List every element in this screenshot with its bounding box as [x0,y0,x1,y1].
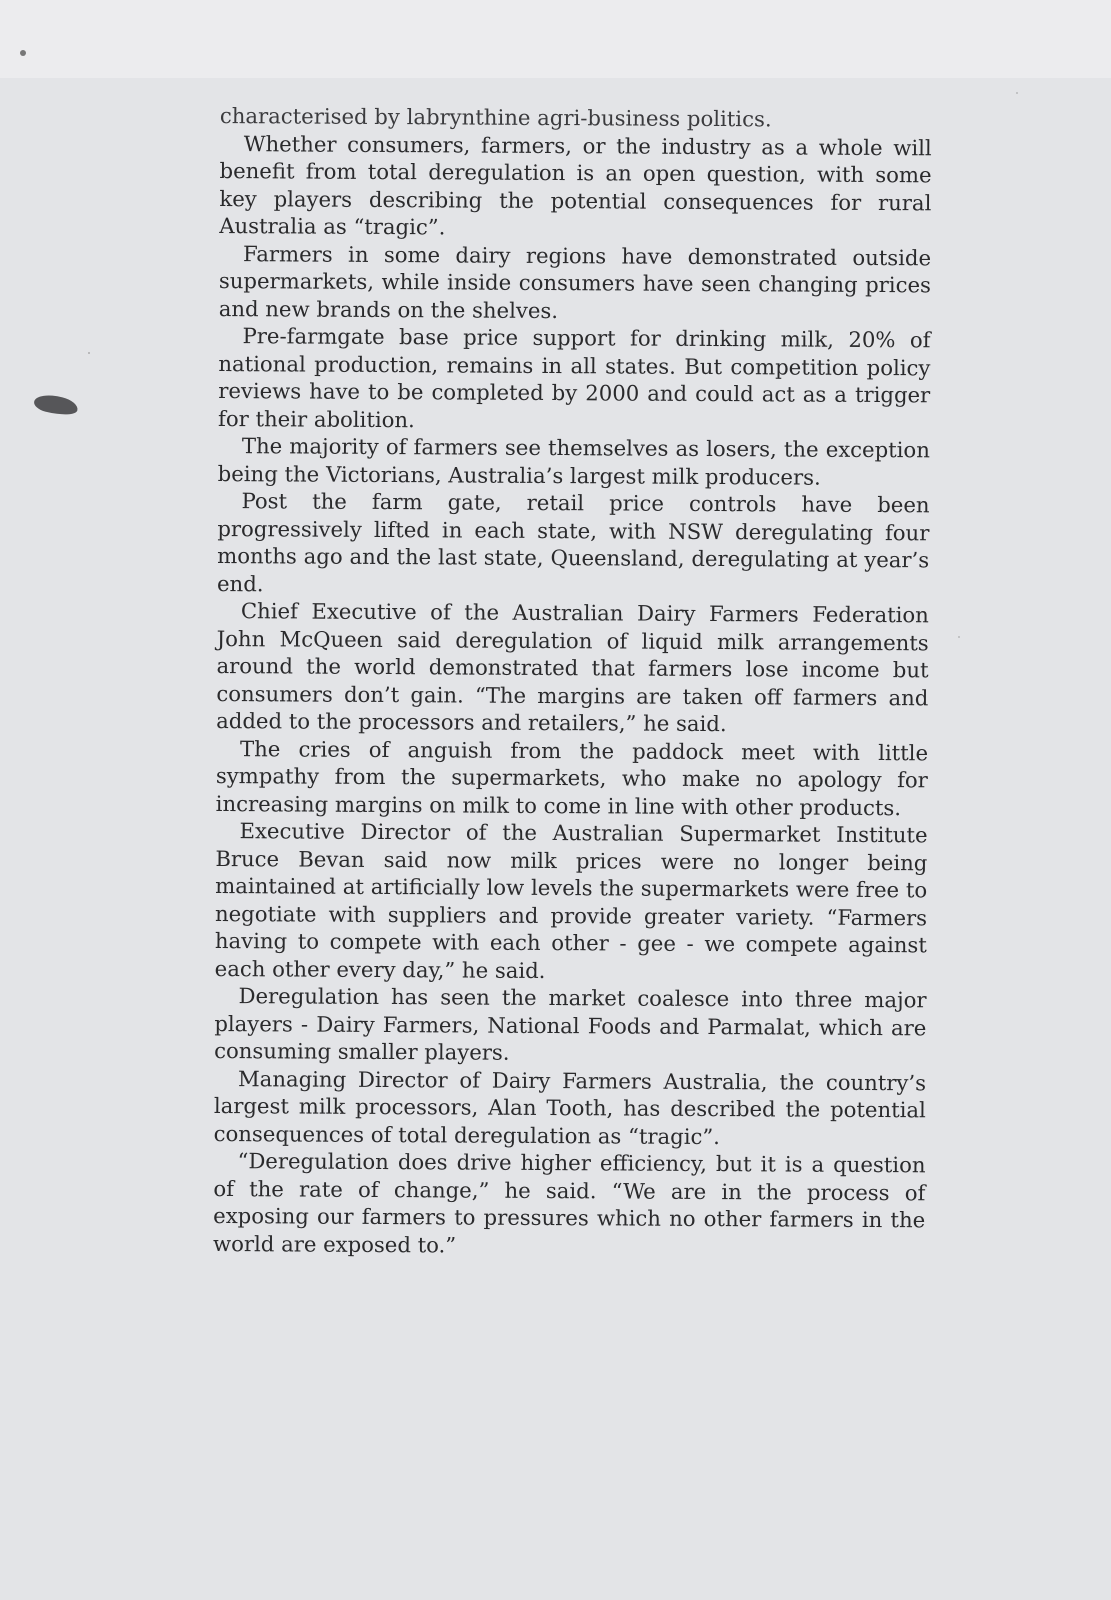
article-paragraph: The majority of farmers see themselves as losers, the exception being the Victorians, Australia’s largest milk producers. [217,433,930,490]
dust-speck [20,50,26,56]
article-body [213,102,932,1261]
article-paragraph: Executive Director of the Australian Supermarket Institute Bruce Bevan said now milk prices were no longer being maintained at artificially low levels the supermarkets were free to negotiate with suppliers and provide greater variety. “Farmers having to compete with each other - gee - we compete against each other every day,” he said. [214,818,928,983]
article-paragraph: Post the farm gate, retail price controls have been progressively lifted in each state, with NSW deregulating four months ago and the last state, Queensland, deregulating at year’s end. [216,488,930,596]
article-paragraph: Pre-farmgate base price support for drinking milk, 20% of national production, remains in all states. But competition policy reviews have to be completed by 2000 and could act as a trigger for their abolition. [217,323,931,432]
dust-speck [1016,92,1018,94]
article-paragraph: Chief Executive of the Australian Dairy Farmers Federation John McQueen said deregulation of liquid milk arrangements around the world demonstrated that farmers lose income but consumers don’t gain. “The margins are taken off farmers and added to the processors and retailers,” he said. [216,598,929,737]
article-paragraph: “Deregulation does drive higher efficiency, but it is a question of the rate of change,” he said. “We are in the process of exposing our farmers to pressures which no other farmers in the world are exposed to.” [212,1148,926,1257]
article-paragraph: Deregulation has seen the market coalesce into three major players - Dairy Farmers, National Foods and Parmalat, which are consuming smaller players. [214,983,927,1065]
article-paragraph: Farmers in some dairy regions have demonstrated outside supermarkets, while inside consumers have seen changing prices and new brands on the shelves. [218,240,932,323]
dust-speck [88,352,90,354]
article-paragraph: characterised by labrynthine agri-business politics. [219,102,772,132]
scan-top-margin [0,0,1111,79]
article-paragraph: The cries of anguish from the paddock meet with little sympathy from the supermarkets, who make no apology for increasing margins on milk to come in line with other products. [215,735,929,820]
article-paragraph: Whether consumers, farmers, or the industry as a whole will benefit from total deregulation is an open question, with some key players describing the potential consequences for rural Australia as “tragic”. [219,130,932,240]
dust-speck [958,636,960,638]
article-paragraph: Managing Director of Dairy Farmers Australia, the country’s largest milk processors, Alan Tooth, has described the potential consequences of total deregulation as “tragic”. [213,1065,927,1149]
